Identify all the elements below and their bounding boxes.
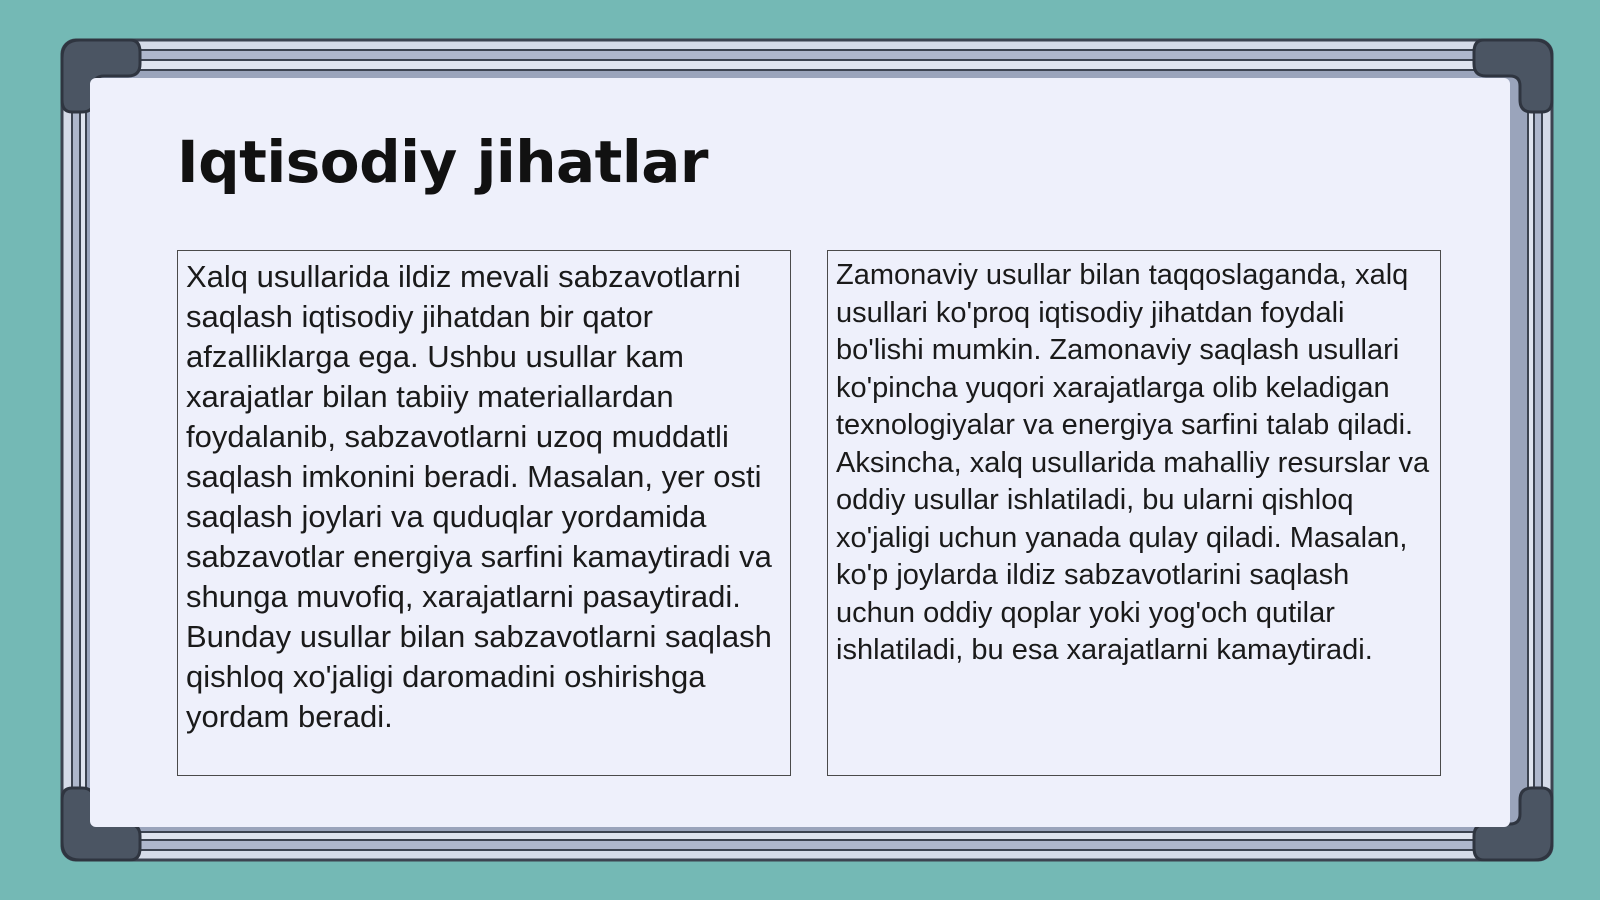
slide-title: Iqtisodiy jihatlar <box>177 128 709 196</box>
left-text-box <box>177 250 791 776</box>
right-paragraph: Zamonaviy usullar bilan taqqoslaganda, xalq usullari ko'proq iqtisodiy jihatdan foydali bo'lishi mumkin. Zamonaviy saqlash usullari ko'pincha yuqori xarajatlarga olib keladigan texnologiyalar va energiya sarfini talab qiladi. Aksincha, xalq usullarida mahalliy resurslar va oddiy usullar ishlatiladi, bu ularni qishloq xo'jaligi uchun yanada qulay qiladi. Masalan, ko'p joylarda ildiz sabzavotlarini saqlash uchun oddiy qoplar yoki yog'och qutilar ishlatiladi, bu esa xarajatlarni kamaytiradi. <box>836 259 1430 666</box>
right-text-box <box>827 250 1441 776</box>
left-paragraph: Xalq usullarida ildiz mevali sabzavotlarni saqlash iqtisodiy jihatdan bir qator afzalliklarga ega. Ushbu usullar kam xarajatlar bilan tabiiy materiallardan foydalanib, sabzavotlarni uzoq muddatli saqlash imkonini beradi. Masalan, yer osti saqlash joylari va quduqlar yordamida sabzavotlar energiya sarfini kamaytiradi va shunga muvofiq, xarajatlarni pasaytiradi. Bunday usullar bilan sabzavotlarni saqlash qishloq xo'jaligi daromadini oshirishga yordam beradi. <box>186 259 772 734</box>
